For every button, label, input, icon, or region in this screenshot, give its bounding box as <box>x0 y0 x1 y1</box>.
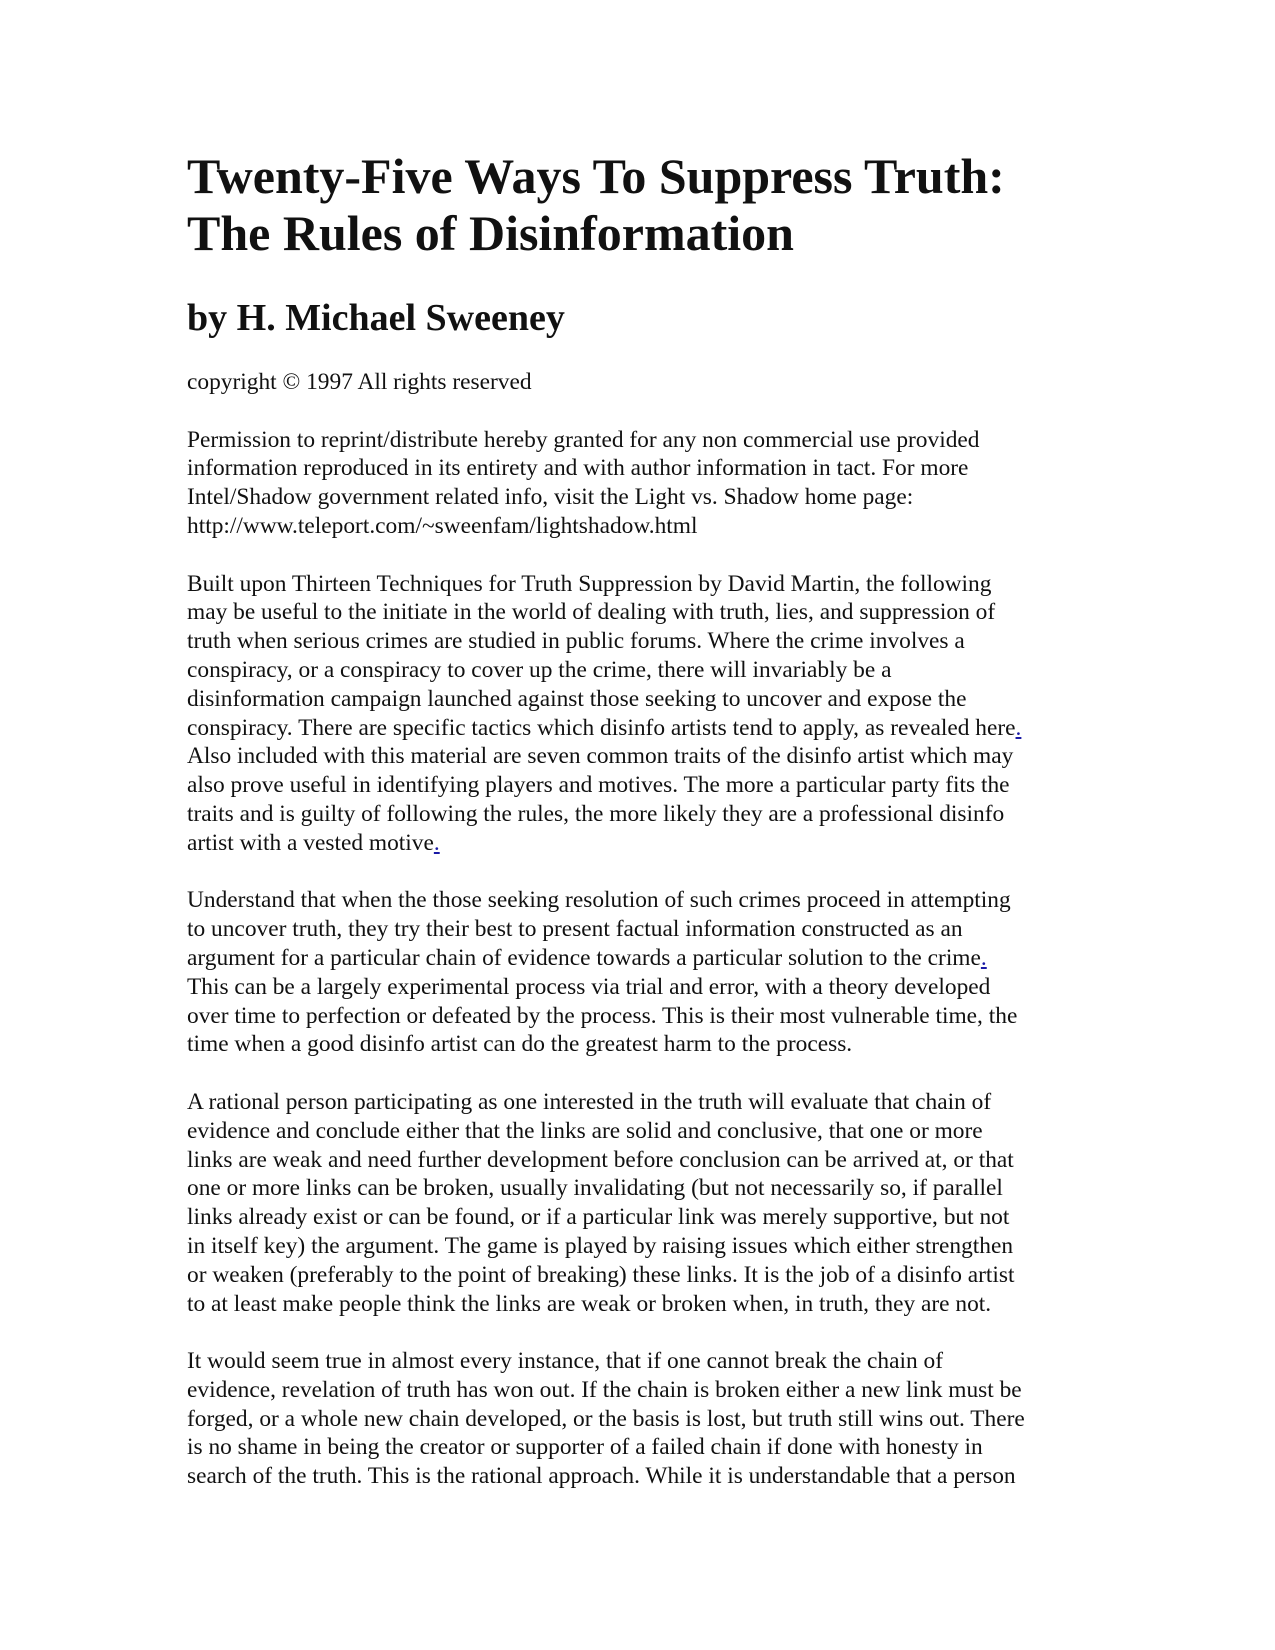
author-byline: by H. Michael Sweeney <box>187 297 565 339</box>
paragraph-line <box>187 771 1087 800</box>
line-text: Understand that when the those seeking resolution of such crimes proceed in attempting <box>187 887 1011 914</box>
line-text: Intel/Shadow government related info, visit the Light vs. Shadow home page: <box>187 484 914 511</box>
document-page <box>187 148 1087 1491</box>
paragraph-line <box>187 1347 1087 1376</box>
line-text: It would seem true in almost every instance, that if one cannot break the chain of <box>187 1348 944 1375</box>
line-text: http://www.teleport.com/~sweenfam/lightshadow.html <box>187 512 698 539</box>
line-text: time when a good disinfo artist can do the greatest harm to the process. <box>187 1031 853 1058</box>
line-text: one or more links can be broken, usually invalidating (but not necessarily so, if parallel <box>187 1175 1003 1202</box>
paragraph-line <box>187 570 1087 599</box>
line-text: to at least make people think the links are weak or broken when, in truth, they are not. <box>187 1290 992 1317</box>
line-text: information reproduced in its entirety and with author information in tact. For more <box>187 455 969 482</box>
line-text: evidence and conclude either that the links are solid and conclusive, that one or more <box>187 1117 983 1144</box>
line-text: Also included with this material are seven common traits of the disinfo artist which may <box>187 743 1014 770</box>
paragraph-line <box>187 886 1087 915</box>
line-text: evidence, revelation of truth has won out. If the chain is broken either a new link must be <box>187 1376 1022 1403</box>
paragraph-line <box>187 1232 1087 1261</box>
paragraph <box>187 886 1087 1059</box>
paragraph-line <box>187 426 1087 455</box>
paragraph-line <box>187 944 1087 973</box>
line-text: links already exist or can be found, or if a particular link was merely supportive, but not <box>187 1204 1010 1231</box>
document-title <box>187 148 1087 262</box>
line-text: may be useful to the initiate in the world of dealing with truth, lies, and suppression of <box>187 599 996 626</box>
body-text <box>187 426 1087 1491</box>
title-line: Twenty-Five Ways To Suppress Truth: <box>187 148 1005 204</box>
paragraph-line <box>187 656 1087 685</box>
paragraph-line <box>187 1030 1087 1059</box>
paragraph-line <box>187 1088 1087 1117</box>
paragraph-line <box>187 598 1087 627</box>
line-text: disinformation campaign launched against those seeking to uncover and expose the <box>187 685 967 712</box>
paragraph-line <box>187 1462 1087 1491</box>
line-text: traits and is guilty of following the rules, the more likely they are a professional disinfo <box>187 800 1005 827</box>
line-text: conspiracy. There are specific tactics which disinfo artists tend to apply, as revealed here <box>187 714 1016 741</box>
line-text: is no shame in being the creator or supporter of a failed chain if done with honesty in <box>187 1434 983 1461</box>
line-text: truth when serious crimes are studied in public forums. Where the crime involves a <box>187 628 965 655</box>
hyperlink-dot[interactable]: . <box>433 829 440 856</box>
hyperlink-dot[interactable]: . <box>1015 714 1022 741</box>
paragraph-line <box>187 1203 1087 1232</box>
paragraph-line <box>187 483 1087 512</box>
paragraph <box>187 1347 1087 1491</box>
copyright-notice: copyright © 1997 All rights reserved <box>187 369 532 395</box>
paragraph-line <box>187 1174 1087 1203</box>
paragraph-line <box>187 1002 1087 1031</box>
line-text: artist with a vested motive <box>187 829 434 856</box>
paragraph-line <box>187 1146 1087 1175</box>
line-text: Built upon Thirteen Techniques for Truth Suppression by David Martin, the following <box>187 570 992 597</box>
line-text: Permission to reprint/distribute hereby granted for any non commercial use provided <box>187 426 980 453</box>
paragraph-line <box>187 1261 1087 1290</box>
hyperlink-dot[interactable]: . <box>980 944 987 971</box>
paragraph-line <box>187 1433 1087 1462</box>
line-text: search of the truth. This is the rational approach. While it is understandable that a person <box>187 1463 1016 1490</box>
line-text: over time to perfection or defeated by the process. This is their most vulnerable time, the <box>187 1002 1018 1029</box>
paragraph-line <box>187 915 1087 944</box>
paragraph <box>187 570 1087 858</box>
paragraph-line <box>187 454 1087 483</box>
paragraph-line <box>187 829 1087 858</box>
paragraph-line <box>187 1290 1087 1319</box>
line-text: to uncover truth, they try their best to present factual information constructed as an <box>187 916 963 943</box>
paragraph-line <box>187 714 1087 743</box>
paragraph-line <box>187 512 1087 541</box>
line-text: links are weak and need further development before conclusion can be arrived at, or that <box>187 1146 1014 1173</box>
line-text: or weaken (preferably to the point of breaking) these links. It is the job of a disinfo artist <box>187 1261 1015 1288</box>
line-text: also prove useful in identifying players and motives. The more a particular party fits the <box>187 772 1010 799</box>
line-text: argument for a particular chain of evidence towards a particular solution to the crime <box>187 944 981 971</box>
title-line: The Rules of Disinformation <box>187 205 794 261</box>
paragraph <box>187 426 1087 541</box>
paragraph-line <box>187 685 1087 714</box>
paragraph-line <box>187 1405 1087 1434</box>
paragraph-line <box>187 1376 1087 1405</box>
line-text: in itself key) the argument. The game is played by raising issues which either strengthen <box>187 1232 1014 1259</box>
line-text: conspiracy, or a conspiracy to cover up the crime, there will invariably be a <box>187 656 892 683</box>
paragraph-line <box>187 800 1087 829</box>
line-text: A rational person participating as one interested in the truth will evaluate that chain of <box>187 1088 992 1115</box>
paragraph-line <box>187 973 1087 1002</box>
paragraph-line <box>187 627 1087 656</box>
line-text: This can be a largely experimental process via trial and error, with a theory developed <box>187 973 991 1000</box>
line-text: forged, or a whole new chain developed, or the basis is lost, but truth still wins out. There <box>187 1405 1025 1432</box>
paragraph <box>187 1088 1087 1318</box>
paragraph-line <box>187 1117 1087 1146</box>
paragraph-line <box>187 742 1087 771</box>
